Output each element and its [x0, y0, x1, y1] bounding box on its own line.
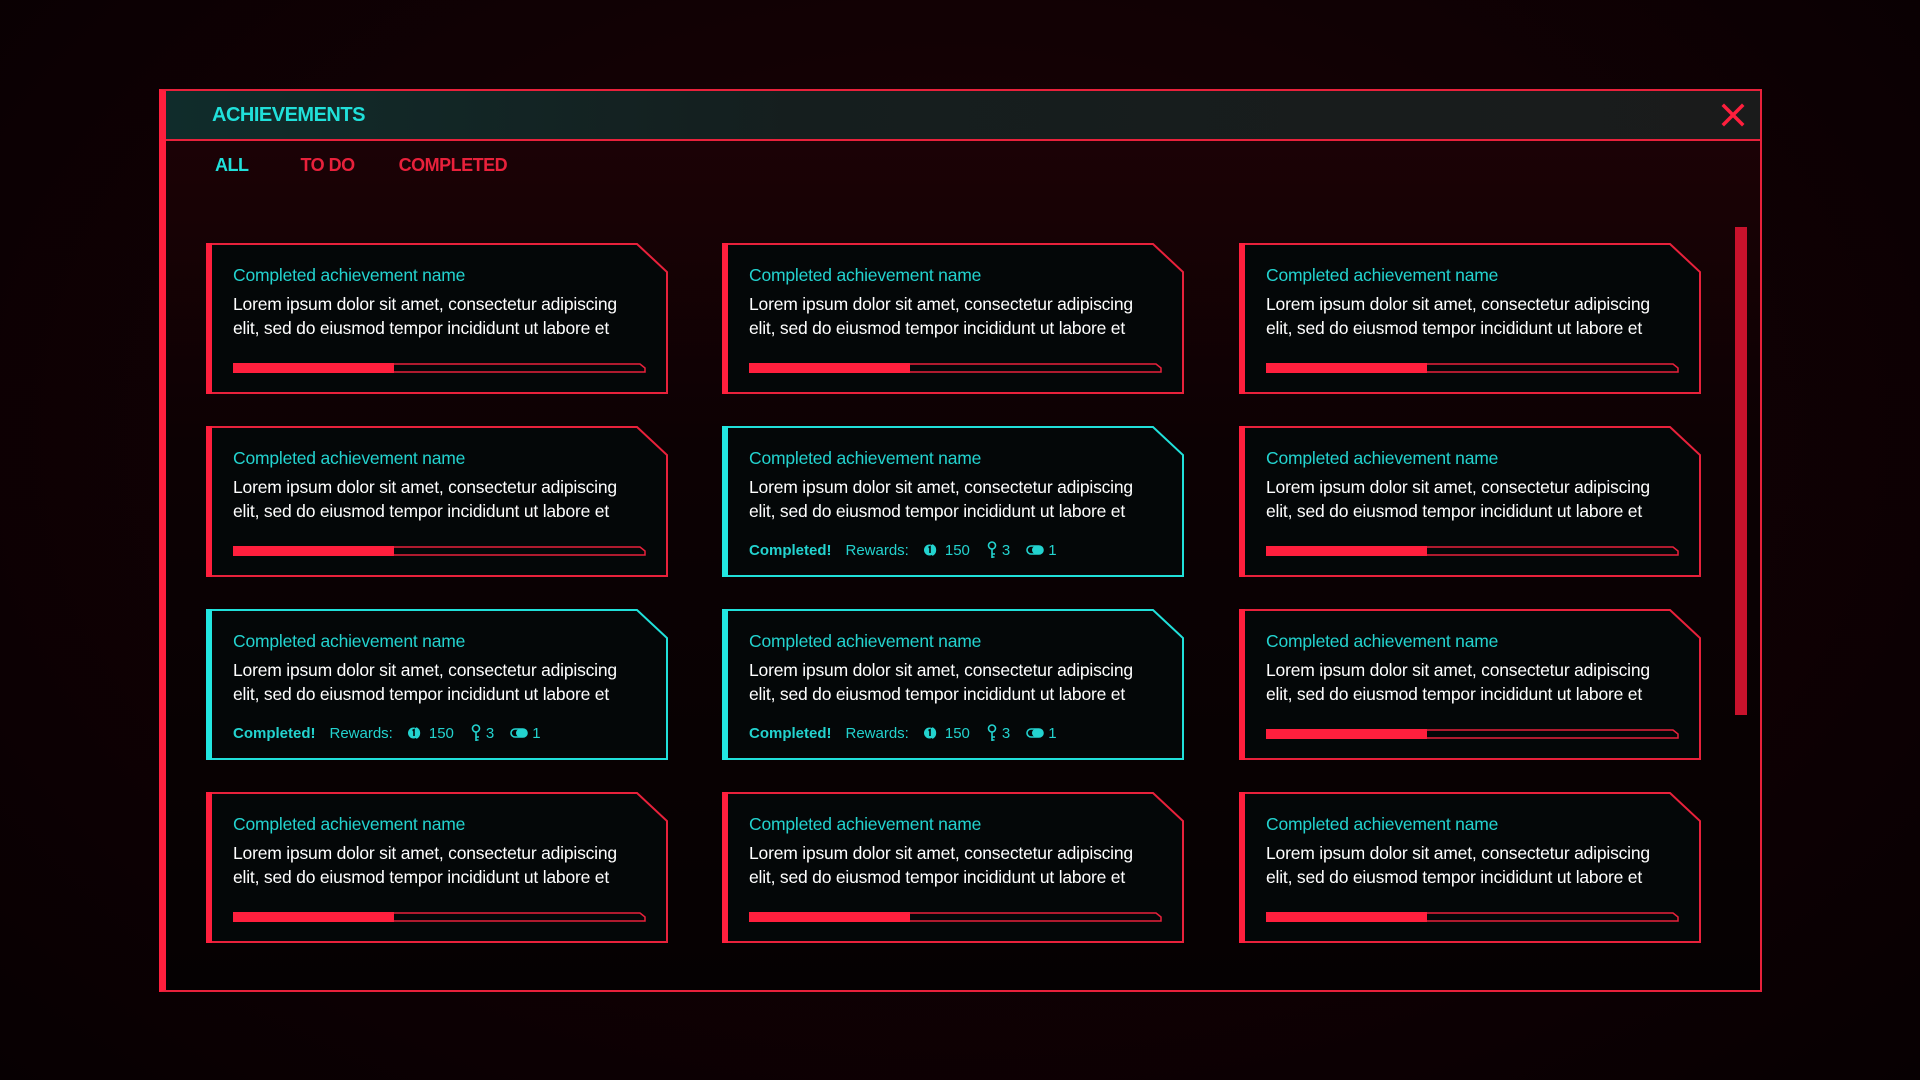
progress-bar: [749, 912, 1162, 922]
achievement-card-9[interactable]: [1239, 609, 1701, 760]
achievement-description: Lorem ipsum dolor sit amet, consectetur adipiscing elit, sed do eiusmod tempor incididunt ut labore et: [233, 843, 617, 887]
window-header: [166, 91, 1760, 141]
achievement-name: Completed achievement name: [233, 631, 466, 651]
rewards-label: Rewards:: [329, 724, 393, 742]
achievements-window: [159, 89, 1762, 992]
close-x-icon: [1720, 102, 1746, 128]
reward-keys: 3: [986, 724, 1010, 742]
rewards-row: [749, 541, 1073, 559]
achievement-name: Completed achievement name: [749, 448, 982, 468]
achievement-card-10[interactable]: [206, 792, 668, 943]
reward-coins: 150: [407, 725, 454, 742]
progress-bar: [233, 363, 646, 373]
achievement-description: Lorem ipsum dolor sit amet, consectetur adipiscing elit, sed do eiusmod tempor incididunt ut labore et: [233, 294, 617, 338]
ticket-icon: [1026, 727, 1044, 739]
tab-completed[interactable]: COMPLETED: [398, 155, 508, 175]
achievement-description: Lorem ipsum dolor sit amet, consectetur adipiscing elit, sed do eiusmod tempor incididunt ut labore et: [749, 843, 1133, 887]
achievement-name: Completed achievement name: [749, 814, 982, 834]
reward-tickets: 1: [1026, 725, 1056, 742]
achievement-description: Lorem ipsum dolor sit amet, consectetur adipiscing elit, sed do eiusmod tempor incididunt ut labore et: [749, 660, 1133, 704]
achievement-card-11[interactable]: [722, 792, 1184, 943]
achievement-name: Completed achievement name: [1266, 814, 1499, 834]
rewards-label: Rewards:: [845, 724, 909, 742]
achievement-card-4[interactable]: [206, 426, 668, 577]
progress-bar: [1266, 912, 1679, 922]
reward-tickets: 1: [510, 725, 540, 742]
achievement-name: Completed achievement name: [1266, 265, 1499, 285]
coin-icon: [407, 726, 425, 740]
key-icon: [986, 724, 998, 742]
progress-bar: [1266, 546, 1679, 556]
completed-status: Completed!: [749, 724, 832, 742]
window-title: ACHIEVEMENTS: [212, 104, 365, 126]
tab-todo[interactable]: TO DO: [300, 155, 355, 175]
achievement-card-6[interactable]: [1239, 426, 1701, 577]
rewards-row: [233, 724, 557, 742]
tab-all[interactable]: ALL: [215, 155, 249, 175]
achievement-card-5[interactable]: [722, 426, 1184, 577]
achievement-description: Lorem ipsum dolor sit amet, consectetur adipiscing elit, sed do eiusmod tempor incididunt ut labore et: [233, 477, 617, 521]
achievement-description: Lorem ipsum dolor sit amet, consectetur adipiscing elit, sed do eiusmod tempor incididunt ut labore et: [749, 477, 1133, 521]
coin-icon: [923, 726, 941, 740]
achievement-name: Completed achievement name: [233, 814, 466, 834]
progress-bar: [233, 546, 646, 556]
achievement-card-3[interactable]: [1239, 243, 1701, 394]
key-icon: [986, 541, 998, 559]
rewards-label: Rewards:: [845, 541, 909, 559]
achievement-description: Lorem ipsum dolor sit amet, consectetur adipiscing elit, sed do eiusmod tempor incididunt ut labore et: [1266, 477, 1650, 521]
achievement-name: Completed achievement name: [233, 265, 466, 285]
completed-status: Completed!: [749, 541, 832, 559]
reward-keys: 3: [986, 541, 1010, 559]
tab-bar: [215, 155, 559, 176]
rewards-row: [749, 724, 1073, 742]
achievement-name: Completed achievement name: [233, 448, 466, 468]
coin-icon: [923, 543, 941, 557]
achievement-description: Lorem ipsum dolor sit amet, consectetur adipiscing elit, sed do eiusmod tempor incididunt ut labore et: [1266, 843, 1650, 887]
progress-bar: [233, 912, 646, 922]
achievement-card-8[interactable]: [722, 609, 1184, 760]
reward-tickets: 1: [1026, 542, 1056, 559]
achievement-name: Completed achievement name: [749, 265, 982, 285]
achievement-description: Lorem ipsum dolor sit amet, consectetur adipiscing elit, sed do eiusmod tempor incididunt ut labore et: [749, 294, 1133, 338]
ticket-icon: [1026, 544, 1044, 556]
achievement-card-12[interactable]: [1239, 792, 1701, 943]
close-button[interactable]: [1720, 102, 1746, 128]
scrollbar-thumb[interactable]: [1735, 227, 1747, 715]
completed-status: Completed!: [233, 724, 316, 742]
reward-coins: 150: [923, 725, 970, 742]
achievement-card-2[interactable]: [722, 243, 1184, 394]
achievement-card-7[interactable]: [206, 609, 668, 760]
reward-keys: 3: [470, 724, 494, 742]
achievement-description: Lorem ipsum dolor sit amet, consectetur adipiscing elit, sed do eiusmod tempor incididunt ut labore et: [1266, 294, 1650, 338]
progress-bar: [749, 363, 1162, 373]
achievement-card-1[interactable]: [206, 243, 668, 394]
achievement-name: Completed achievement name: [749, 631, 982, 651]
achievement-description: Lorem ipsum dolor sit amet, consectetur adipiscing elit, sed do eiusmod tempor incididunt ut labore et: [1266, 660, 1650, 704]
ticket-icon: [510, 727, 528, 739]
achievement-name: Completed achievement name: [1266, 448, 1499, 468]
progress-bar: [1266, 363, 1679, 373]
progress-bar: [1266, 729, 1679, 739]
key-icon: [470, 724, 482, 742]
achievement-name: Completed achievement name: [1266, 631, 1499, 651]
reward-coins: 150: [923, 542, 970, 559]
achievement-description: Lorem ipsum dolor sit amet, consectetur adipiscing elit, sed do eiusmod tempor incididunt ut labore et: [233, 660, 617, 704]
